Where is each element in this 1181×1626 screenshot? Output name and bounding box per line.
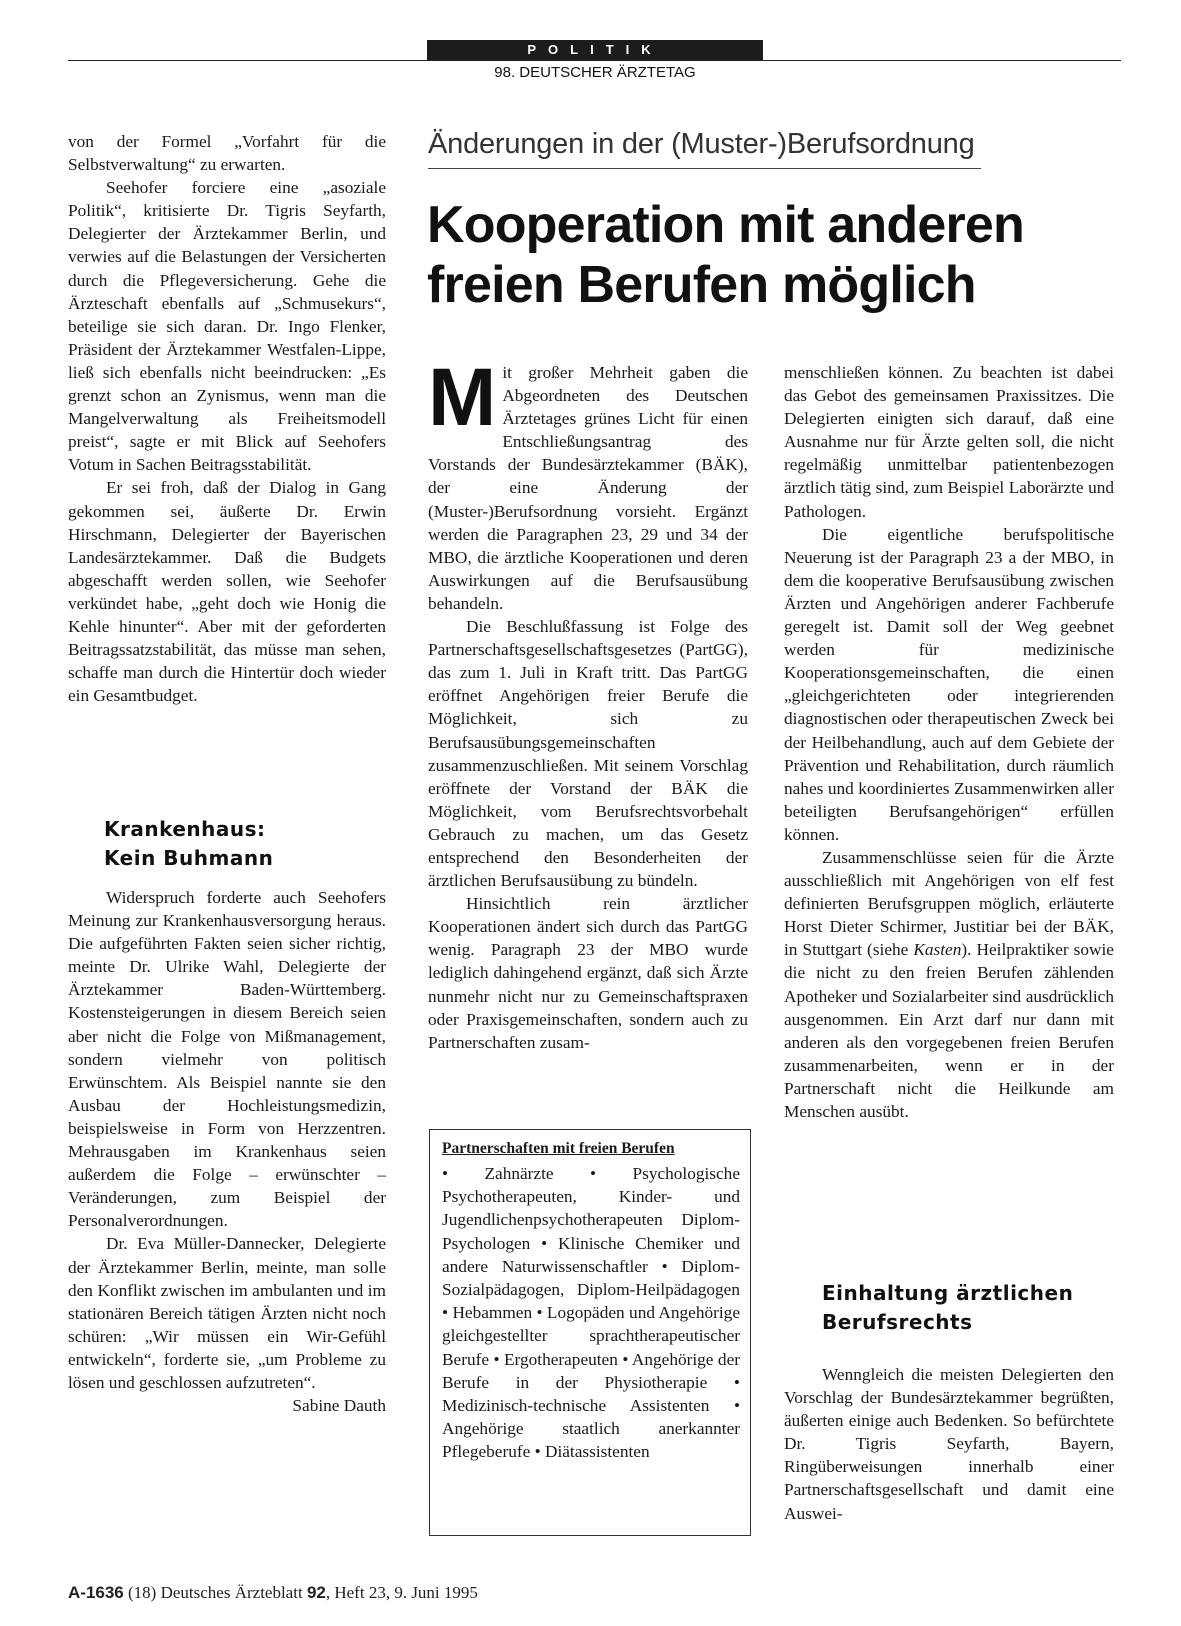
col2-paragraph: Die Beschlußfassung ist Folge des Partnerschaftsgesellschaftsgesetzes (PartGG), das zum 1. Juli in Kraft tritt. Das PartGG eröffnet Angehörigen freier Berufe die Möglichkeit, sich zu Berufsausübungsgemeinschaften zusammenzuschließen. Mit seinem Vorschlag eröffnete der Vorstand der BÄK die Möglichkeit, vom Berufsrechtsvorbehalt Gebrauch zu machen, um das Gesetz entsprechend den Besonderheiten der ärztlichen Berufsausübung zu bündeln. bbox=[428, 617, 748, 891]
kicker-rule bbox=[428, 168, 981, 169]
info-box-list: • Zahnärzte • Psychologische Psychotherapeuten, Kinder- und Jugendlichenpsychotherapeuten Diplom-Psychologen • Klinische Chemiker und andere Naturwissenschaftler • Diplom-Sozialpädagogen, Diplom-Heilpädagogen • Hebammen • Logopäden und Angehörige gleichgestellter sprachtherapeutischer Berufe • Ergotherapeuten • Angehörige der Berufe in der Physiotherapie • Medizinisch-technische Assistenten • Angehörige staatlich anerkannter Pflegeberufe • Diätassistenten bbox=[442, 1164, 740, 1462]
author-signature: Sabine Dauth bbox=[292, 1396, 386, 1416]
subhead-berufsrecht: Einhaltung ärztlichen Berufsrechts bbox=[822, 1281, 1074, 1334]
col3-paragraph: Wenngleich die meisten Delegierten den Vorschlag der Bundesärztekammer begrüßten, äußerten einige auch Bedenken. So befürchtete Dr. Tigris Seyfarth, Bayern, Ringüberweisungen innerhalb einer Partnerschaftsgesellschaft und damit eine Auswei- bbox=[784, 1365, 1114, 1523]
col3-paragraph: Zusammenschlüsse seien für die Ärzte ausschließlich mit Angehörigen von elf fest definierten Berufsgruppen möglich, erläuterte Horst Dieter Schirmer, Justitiar bei der BÄK, in Stuttgart (siehe Kasten). Heilpraktiker sowie die nicht zu den freien Berufen zählenden Apotheker und Sozialarbeiter sind ausdrücklich ausgenommen. Ein Arzt darf nur dann mit anderen als den vorgegebenen freien Berufen zusammenarbeiten, wenn er in der Partnerschaft nicht die Heilkunde am Menschen ausübt. bbox=[784, 847, 1114, 1121]
column-2 bbox=[428, 352, 748, 1054]
headline: Kooperation mit anderen freien Berufen möglich bbox=[427, 196, 1024, 314]
column-1 bbox=[68, 130, 386, 707]
col3-paragraph: Die eigentliche berufspolitische Neuerung ist der Paragraph 23 a der MBO, in dem die kooperative Berufsausübung zwischen Ärzten und Angehörigen anderer Fachberufe geregelt ist. Damit soll der Weg geebnet werden für medizinische Kooperationsgemeinschaften, die einen „gleichgerichteten oder integrierenden diagnostischen oder therapeutischen Zweck bei der Heilbehandlung, auch auf dem Gebiete der Prävention und Rehabilitation, durch räumlich nahes und koordiniertes Zusammenwirken aller beteiligten Berufsangehörigen“ erfüllen können. bbox=[784, 524, 1114, 844]
page-footer: A-1636 (18) Deutsches Ärzteblatt 92, Heft 23, 9. Juni 1995 bbox=[68, 1583, 478, 1602]
subhead-krankenhaus: Krankenhaus: Kein Buhmann bbox=[104, 817, 274, 870]
column-3 bbox=[784, 361, 1114, 1123]
page-number: A-1636 bbox=[68, 1583, 124, 1602]
col1-paragraph: Dr. Eva Müller-Dannecker, Delegierte der Ärztekammer Berlin, meinte, man solle den Konflikt zwischen im ambulanten und im stationären Bereich tätigen Ärzten nicht noch schüren: „Wir müssen ein Wir-Gefühl entwickeln“, forderte sie, „um Probleme zu lösen und geschlossen aufzutreten“. Sabine Dauth bbox=[68, 1232, 386, 1394]
subsection-label: 98. DEUTSCHER ÄRZTETAG bbox=[494, 64, 696, 81]
section-label: POLITIK bbox=[427, 40, 763, 60]
info-box-title: Partnerschaften mit freien Berufen bbox=[442, 1140, 675, 1157]
kicker: Änderungen in der (Muster-)Berufsordnung bbox=[428, 128, 975, 160]
col1-paragraph: von der Formel „Vorfahrt für die Selbstverwaltung“ zu erwarten. bbox=[68, 132, 386, 175]
column-3-lower bbox=[784, 1363, 1114, 1525]
col2-paragraph: Hinsichtlich rein ärztlicher Kooperationen ändert sich durch das PartGG wenig. Paragraph 23 der MBO wurde lediglich dahingehend ergänzt, daß sich Ärzte nunmehr nicht nur zu Gemeinschaftspraxen oder Praxisgemeinschaften, sondern auch zu Partnerschaften zusam- bbox=[428, 894, 748, 1052]
header-rule bbox=[68, 60, 1121, 61]
col2-paragraph: Mit großer Mehrheit gaben die Abgeordneten des Deutschen Ärztetages grünes Licht für einen Entschließungsantrag des Vorstands der Bundesärztekammer (BÄK), der eine Änderung der (Muster-)Berufsordnung vorsieht. Ergänzt werden die Paragraphen 23, 29 und 34 der MBO, die ärztliche Kooperationen und deren Auswirkungen auf die Berufsausübung behandeln. bbox=[428, 352, 748, 613]
info-box bbox=[429, 1129, 751, 1536]
drop-cap: M bbox=[428, 352, 497, 443]
col1-paragraph: Er sei froh, daß der Dialog in Gang gekommen sei, äußerte Dr. Erwin Hirschmann, Delegierter der Bayerischen Landesärztekammer. Daß die Budgets abgeschafft werden sollen, wie Seehofer verkündet habe, „geht doch wie Honig die Kehle hinunter“. Aber mit der geforderten Beitragssatzstabilität, das müsse man sehen, schaffe man durch die Hintertür doch wieder ein Gesamtbudget. bbox=[68, 478, 386, 706]
col1-paragraph: Widerspruch forderte auch Seehofers Meinung zur Krankenhausversorgung heraus. Die aufgeführten Fakten seien sicher richtig, meinte Dr. Ulrike Wahl, Delegierte der Ärztekammer Baden-Württemberg. Kostensteigerungen in diesem Bereich seien aber nicht die Folge von Mißmanagement, sondern vielmehr von politisch Erwünschtem. Als Beispiel nannte sie den Ausbau der Hochleistungsmedizin, beispielsweise in Form von Herzzentren. Mehrausgaben im Krankenhaus seien außerdem die Folge – erwünschter – Veränderungen, zum Beispiel der Personalverordnungen. bbox=[68, 888, 386, 1231]
column-1-lower bbox=[68, 886, 386, 1417]
col3-paragraph: menschließen können. Zu beachten ist dabei das Gebot des gemeinsamen Praxissitzes. Die Delegierten einigten sich darauf, daß eine Ausnahme nur für Ärzte gelten soll, die nicht regelmäßig unmittelbar patientenbezogen ärztlich tätig sind, zum Beispiel Laborärzte und Pathologen. bbox=[784, 363, 1114, 521]
col1-paragraph: Seehofer forciere eine „asoziale Politik“, kritisierte Dr. Tigris Seyfarth, Delegierter der Ärztekammer Berlin, und verwies auf die Belastungen der Versicherten durch die Pflegeversicherung. Gehe die Ärzteschaft ebenfalls auf „Schmusekurs“, beteilige sie sich daran. Dr. Ingo Flenker, Präsident der Ärztekammer Westfalen-Lippe, ließ sich ebenfalls nicht beeindrucken: „Es grenzt schon an Zynismus, wenn man die Mangelverwaltung als Freiheitsmodell preist“, sagte er mit Blick auf Seehofers Votum in Sachen Beitragsstabilität. bbox=[68, 178, 386, 475]
